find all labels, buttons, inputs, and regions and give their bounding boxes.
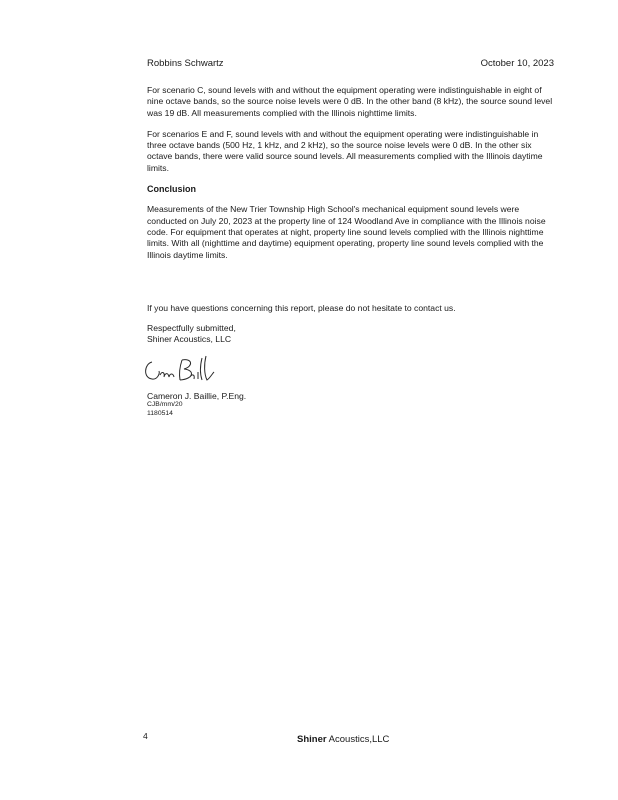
- footer-brand-rest: Acoustics,LLC: [326, 734, 390, 745]
- scenario-ef-paragraph: For scenarios E and F, sound levels with and without the equipment operating were indistinguishable in three octave bands (500 Hz, 1 kHz, and 2 kHz), so the source noise levels were 0 dB. In the other six octave bands, there were valid source sound levels. All measurements complied with the Illinois daytime limits.: [147, 128, 543, 173]
- sign-off-line: Respectfully submitted,: [147, 323, 236, 333]
- conclusion-paragraph: Measurements of the New Trier Township High School's mechanical equipment sound levels were conducted on July 20, 2023 at the property line of 124 Woodland Ave in compliance with the Illinois noise code. For equipment that operates at night, property line sound levels complied with the Illinois nighttime limits. With all (nighttime and daytime) equipment operating, property line sound levels complied with the Illinois daytime limits.: [147, 204, 546, 260]
- footer-brand: [297, 734, 389, 745]
- signer-name: Cameron J. Baillie, P.Eng.: [147, 391, 247, 401]
- sign-off-block: [147, 323, 236, 345]
- reference-initials: CJB/mm/20: [147, 401, 183, 408]
- scenario-c-paragraph: For scenario C, sound levels with and without the equipment operating were indistinguishable in eight of nine octave bands, so the source noise levels were 0 dB. In the other band (8 kHz), the source sound level was 19 dB. All measurements complied with the Illinois nighttime limits.: [147, 85, 553, 118]
- letter-body: [147, 85, 557, 271]
- recipient-name: Robbins Schwartz: [147, 58, 224, 69]
- closing-statement: If you have questions concerning this report, please do not hesitate to contact us.: [147, 303, 456, 313]
- page-number: 4: [143, 731, 148, 741]
- conclusion-heading: Conclusion: [147, 184, 196, 195]
- signer-block: [147, 391, 246, 418]
- letter-date: October 10, 2023: [480, 58, 554, 69]
- footer-brand-bold: Shiner: [297, 734, 327, 745]
- handwritten-signature: [140, 352, 220, 388]
- file-number: 1180514: [147, 409, 173, 417]
- company-line: Shiner Acoustics, LLC: [147, 334, 232, 344]
